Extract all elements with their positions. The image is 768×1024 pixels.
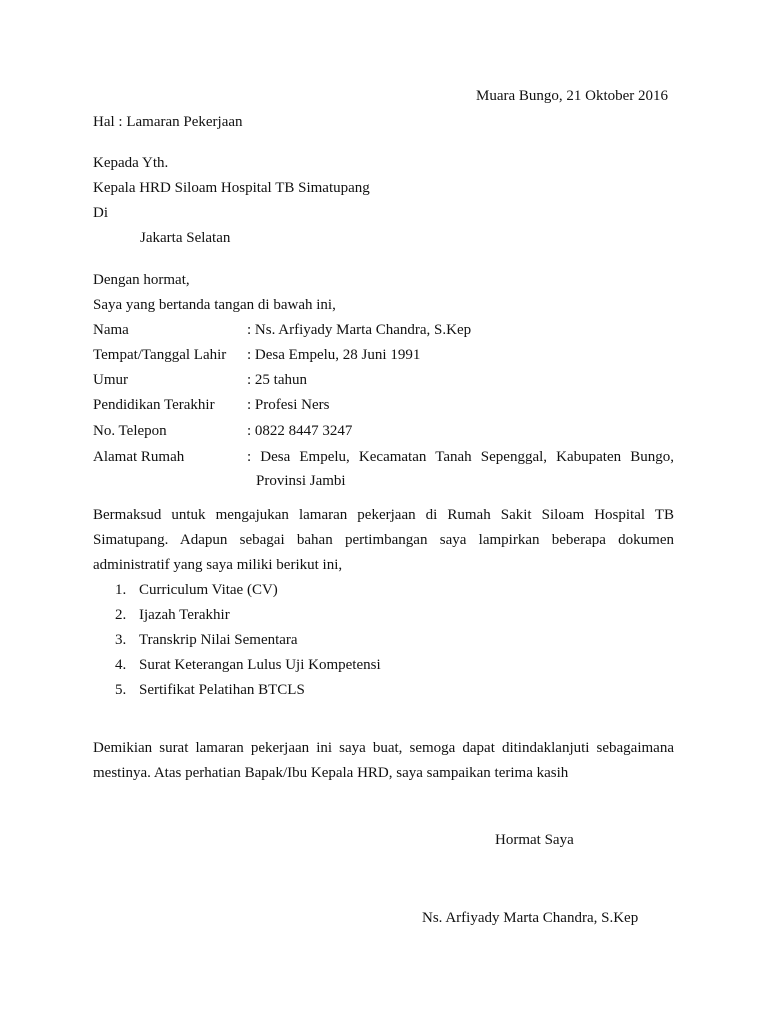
detail-value-continued: Provinsi Jambi xyxy=(256,473,346,489)
salutation: Dengan hormat, xyxy=(93,272,190,288)
recipient-line-1: Kepala HRD Siloam Hospital TB Simatupang xyxy=(93,180,370,196)
detail-label: Nama xyxy=(93,322,129,338)
detail-value: : Ns. Arfiyady Marta Chandra, S.Kep xyxy=(247,322,472,338)
paragraph-line: Simatupang. Adapun sebagai bahan pertimbangan saya lampirkan beberapa dokumen xyxy=(93,532,674,548)
subject-line: Hal : Lamaran Pekerjaan xyxy=(93,114,243,130)
detail-value: : 0822 8447 3247 xyxy=(247,423,353,439)
list-item: Surat Keterangan Lulus Uji Kompetensi xyxy=(139,657,381,673)
detail-label: Umur xyxy=(93,372,128,388)
detail-value: : Desa Empelu, 28 Juni 1991 xyxy=(247,347,421,363)
list-number: 4. xyxy=(115,657,127,673)
paragraph-line: administratif yang saya miliki berikut ini, xyxy=(93,557,343,573)
list-number: 5. xyxy=(115,682,127,698)
list-item: Transkrip Nilai Sementara xyxy=(139,632,298,648)
detail-label: Tempat/Tanggal Lahir xyxy=(93,347,227,363)
detail-value: : Profesi Ners xyxy=(247,397,330,413)
list-item: Sertifikat Pelatihan BTCLS xyxy=(139,682,305,698)
list-number: 1. xyxy=(115,582,127,598)
sign-off: Hormat Saya xyxy=(495,832,574,848)
paragraph-line: Demikian surat lamaran pekerjaan ini saya buat, semoga dapat ditindaklanjuti sebagaimana xyxy=(93,740,674,756)
list-number: 3. xyxy=(115,632,127,648)
list-number: 2. xyxy=(115,607,127,623)
list-item: Curriculum Vitae (CV) xyxy=(139,582,278,598)
place-date: Muara Bungo, 21 Oktober 2016 xyxy=(476,88,669,104)
paragraph-line: mestinya. Atas perhatian Bapak/Ibu Kepala HRD, saya sampaikan terima kasih xyxy=(93,765,569,781)
detail-value: : 25 tahun xyxy=(247,372,307,388)
list-item: Ijazah Terakhir xyxy=(139,607,230,623)
signatory-name: Ns. Arfiyady Marta Chandra, S.Kep xyxy=(422,910,639,926)
detail-label: Alamat Rumah xyxy=(93,449,185,465)
detail-label: No. Telepon xyxy=(93,423,167,439)
recipient-line-3: Jakarta Selatan xyxy=(140,230,231,246)
detail-label: Pendidikan Terakhir xyxy=(93,397,215,413)
paragraph-line: Bermaksud untuk mengajukan lamaran pekerjaan di Rumah Sakit Siloam Hospital TB xyxy=(93,507,674,523)
intro-line: Saya yang bertanda tangan di bawah ini, xyxy=(93,297,336,313)
recipient-line-2: Di xyxy=(93,205,108,221)
recipient-greeting: Kepada Yth. xyxy=(93,155,169,171)
detail-value: : Desa Empelu, Kecamatan Tanah Sepenggal, Kabupaten Bungo, xyxy=(247,449,674,465)
